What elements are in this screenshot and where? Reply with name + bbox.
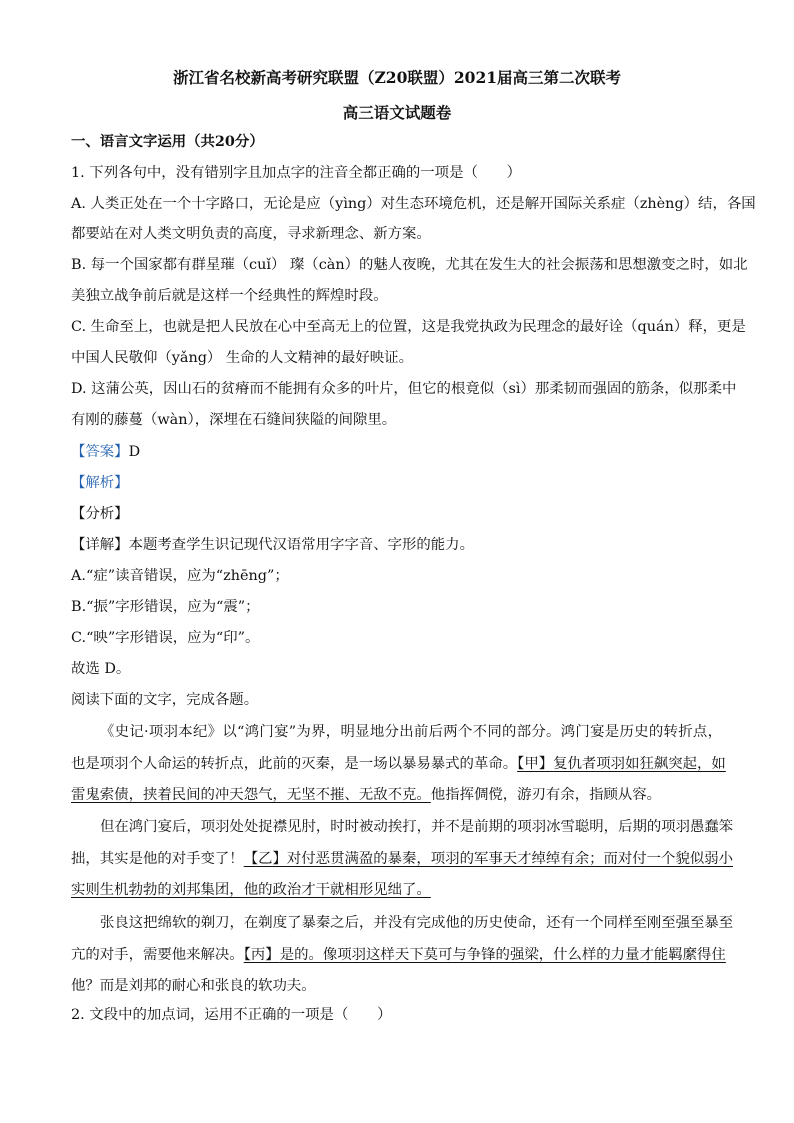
passage-p1-line2-underlined: 复仇者项羽如狂飙突起，如: [553, 756, 726, 772]
passage-p3-line2: [71, 943, 726, 964]
option-a-line1: A. 人类正处在一个十字路口，无论是应（yìng）对生态环境危机，还是解开国际关系症（zhèng）结，各国: [71, 196, 756, 212]
question-1-stem: 1. 下列各句中，没有错别字且加点字的注音全都正确的一项是（ ）: [71, 165, 522, 181]
passage-p2-line1: 但在鸿门宴后，项羽处处捉襟见肘，时时被动挨打，并不是前期的项羽冰雪聪明，后期的项羽愚蠢笨: [100, 819, 734, 835]
section-heading: 一、语言文字运用（共20分）: [71, 133, 264, 150]
option-c-line1: C. 生命至上，也就是把人民放在心中至高无上的位置，这是我党执政为民理念的最好诠（quán）释，更是: [71, 319, 746, 335]
reading-intro: 阅读下面的文字，完成各题。: [71, 692, 259, 708]
analysis-item-a: A.“症”读音错误，应为“zhēng”；: [71, 568, 289, 584]
passage-p1-line3-text: 他指挥倜傥，游刃有余，指顾从容。: [430, 787, 662, 803]
passage-p1-line3: [71, 783, 661, 804]
passage-marker-jia: 【甲】: [517, 756, 554, 772]
option-d-line2: 有刚的藤蔓（wàn），深埋在石缝间狭隘的间隙里。: [71, 412, 397, 428]
document-title: 浙江省名校新高考研究联盟（Z20联盟）2021届高三第二次联考: [172, 68, 622, 87]
passage-p1-line2-text: 也是项羽个人命运的转折点，此前的灭秦，是一场以暴易暴式的革命。: [71, 756, 518, 772]
analysis-item-b: B.“振”字形错误，应为“震”；: [71, 599, 260, 615]
passage-p3-line3: 他？而是刘邦的耐心和张良的软功夫。: [71, 978, 316, 994]
passage-marker-bing: 【丙】: [243, 947, 280, 963]
option-c-line2: 中国人民敬仰（yǎng） 生命的人文精神的最好映证。: [71, 350, 413, 366]
passage-p2-line3: 实则生机勃勃的刘邦集团，他的政治才干就相形见绌了。: [71, 882, 431, 898]
passage-p3-line2-underlined: 是的。像项羽这样天下莫可与争锋的强梁，什么样的力量才能羁縻得住: [279, 947, 726, 963]
option-b-line2: 美独立战争前后就是这样一个经典性的辉煌时段。: [71, 288, 388, 304]
question-2-stem: 2. 文段中的加点词，运用不正确的一项是（ ）: [71, 1007, 392, 1023]
answer-line: [71, 440, 140, 461]
analysis-item-c: C.“映”字形错误，应为“印”。: [71, 630, 260, 646]
xiangjie-tag: 【详解】: [71, 537, 129, 553]
xiangjie-line: [71, 533, 474, 554]
answer-tag: 【答案】: [71, 444, 129, 460]
option-a-line2: 都要站在对人类文明负责的高度，寻求新理念、新方案。: [71, 226, 431, 242]
fenxi-tag: 【分析】: [71, 506, 129, 522]
answer-value: D: [128, 444, 141, 460]
passage-p3-line1: 张良这把绵软的剃刀，在剃度了暴秦之后，并没有完成他的历史使命，还有一个同样至刚至强至暴至: [100, 915, 734, 931]
jiexi-tag: 【解析】: [71, 475, 129, 491]
passage-p2-line2-underlined: 对付恶贯满盈的暴秦，项羽的军事天才绰绰有余；而对付一个貌似弱小: [286, 851, 734, 867]
analysis-conclusion: 故选 D。: [71, 661, 131, 677]
document-subtitle: 高三语文试题卷: [342, 103, 452, 122]
passage-p3-line2-text: 亢的对手，需要他来解决。: [71, 947, 244, 963]
passage-p1-line3-underlined: 雷鬼索债，挟着民间的冲天怨气，无坚不摧、无敌不克。: [71, 787, 431, 803]
passage-p1-line1: 《史记·项羽本纪》以“鸿门宴”为界，明显地分出前后两个不同的部分。鸿门宴是历史的转折点，: [100, 724, 722, 740]
passage-p1-line2: [71, 752, 726, 773]
option-d-line1: D. 这蒲公英，因山石的贫瘠而不能拥有众多的叶片，但它的根竟似（sì）那柔韧而强固的筋条，似那柔中: [71, 381, 737, 397]
xiangjie-text: 本题考查学生识记现代汉语常用字字音、字形的能力。: [128, 537, 474, 553]
option-b-line1: B. 每一个国家都有群星璀（cuǐ） 璨（càn）的魅人夜晚，尤其在发生大的社会振荡和思想激变之时，如北: [71, 257, 748, 273]
passage-marker-yi: 【乙】: [243, 851, 287, 867]
passage-p2-line2: [71, 847, 733, 868]
passage-p2-line2-text: 拙，其实是他的对手变了！: [71, 851, 244, 867]
